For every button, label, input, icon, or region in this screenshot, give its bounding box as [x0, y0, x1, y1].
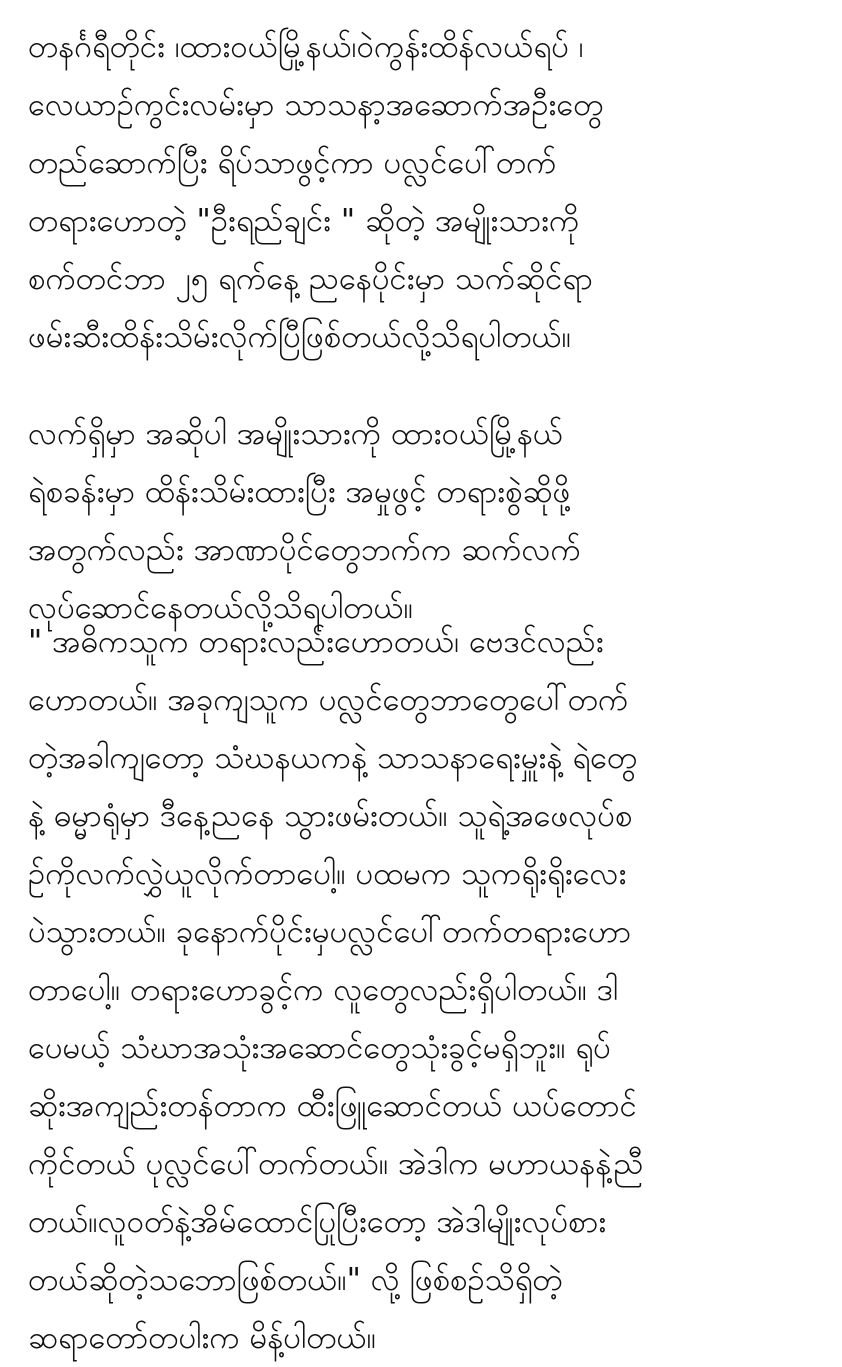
text-line: စက်တင်ဘာ ၂၅ ရက်နေ့ ညနေပိုင်းမှာ သက်ဆိုင်ရာ	[28, 261, 593, 297]
text-line: လေယာဉ်ကွင်းလမ်းမှာ သာသနာ့အဆောက်အဦးတွေ	[28, 87, 604, 123]
text-line: တည်ဆောက်ပြီး ရိပ်သာဖွင့်ကာ ပလ္လင်ပေါ်တက်	[28, 145, 557, 181]
text-line: ရဲစခန်းမှာ ထိန်းသိမ်းထားပြီး အမှုဖွင့် တရားစွဲဆိုဖို့	[28, 474, 571, 510]
text-line: ဖမ်းဆီးထိန်းသိမ်းလိုက်ပြီဖြစ်တယ်လို့သိရပါတယ်။	[28, 319, 572, 355]
text-line: တာပေါ့။ တရားဟောခွင့်က လူတွေလည်းရှိပါတယ်။ ဒါ	[28, 972, 619, 1008]
text-line: တယ်။လူဝတ်နဲ့အိမ်ထောင်ပြုပြီးတော့ အဲဒါမျိုးလုပ်စား	[28, 1204, 607, 1240]
text-line: လုပ်ဆောင်နေတယ်လို့သိရပါတယ်။	[28, 590, 413, 626]
text-line: တရားဟောတဲ့ "ဦးရည်ချင်း " ဆိုတဲ့ အမျိုးသားကို	[28, 203, 580, 239]
text-line: ပေမယ့် သံဃာအသုံးအဆောင်တွေသုံးခွင့်မရှိဘူး။ ရုပ်	[28, 1030, 611, 1066]
text-line: ဥ်ကိုလက်လွှဲယူလိုက်တာပေါ့။ ပထမက သူကရိုးရိုးလေး	[28, 856, 627, 892]
text-line: ပဲသွားတယ်။ ခုနောက်ပိုင်းမှပလ္လင်ပေါ်တက်တရားဟော	[28, 914, 632, 950]
text-line: တနင်္ဂရီတိုင်း ၊ထားဝယ်မြို့နယ်၊ဝဲကွန်းထိန်လယ်ရပ် ၊	[28, 29, 584, 65]
text-line: " အဓိကသူက တရားလည်းဟောတယ်၊ ဗေဒင်လည်း	[28, 624, 604, 660]
text-line: နဲ့ ဓမ္မာရုံမှာ ဒီနေ့ညနေ သွားဖမ်းတယ်။ သူရဲ့အဖေလုပ်စ	[28, 798, 633, 834]
text-line: အတွက်လည်း အာဏာပိုင်တွေဘက်က ဆက်လက်	[28, 532, 581, 568]
text-line: ကိုင်တယ် ပုလ္လင်ပေါ်တက်တယ်။ အဲဒါက မဟာယနနဲ့ညီ	[28, 1146, 644, 1182]
text-line: လက်ရှိမှာ အဆိုပါ အမျိုးသားကို ထားဝယ်မြို့နယ်	[28, 416, 563, 452]
paragraph-3	[28, 613, 828, 1367]
text-line: တယ်ဆိုတဲ့သဘောဖြစ်တယ်။" လို့ ဖြစ်စဥ်သိရှိတဲ့	[28, 1262, 563, 1298]
text-line: ဟောတယ်။ အခုကျသူက ပလ္လင်တွေဘာတွေပေါ်တက်	[28, 682, 629, 718]
paragraph-2	[28, 405, 828, 637]
text-line: ဆိုးအကျည်းတန်တာက ထီးဖြူဆောင်တယ် ယပ်တောင်	[28, 1088, 637, 1124]
text-line: တဲ့အခါကျတော့ သံဃနယကနဲ့ သာသနာရေးမှူးနဲ့ ရဲတွေ	[28, 740, 638, 776]
text-line: ဆရာတော်တပါးက မိန့်ပါတယ်။	[28, 1320, 377, 1356]
paragraph-1	[28, 18, 828, 366]
